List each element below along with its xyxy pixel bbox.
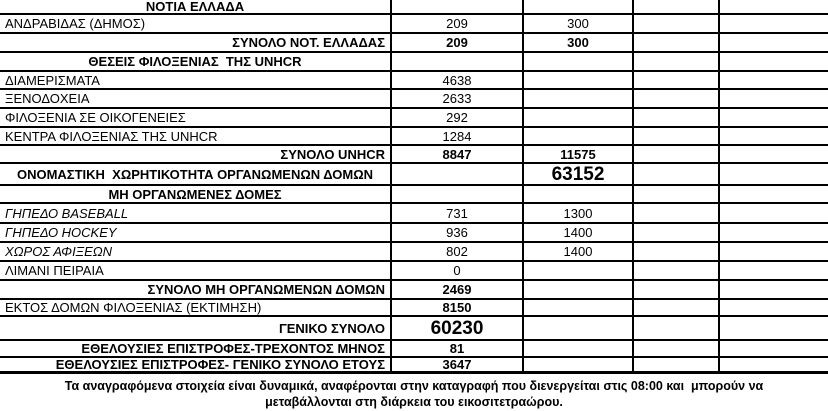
- empty-cell: [634, 358, 720, 374]
- site-label-cell: ΓΗΠΕΔΟ BASEBALL: [0, 204, 392, 224]
- occupancy-cell: 8150: [392, 300, 524, 317]
- table-row: [0, 281, 828, 300]
- footer-note-line2: μεταβάλλονται στη διάρκεια του εικοσιτετραώρου.: [265, 395, 563, 409]
- empty-cell: [720, 341, 828, 358]
- capacity-cell: [524, 90, 634, 109]
- site-label-cell: ΔΙΑΜΕΡΙΣΜΑΤΑ: [0, 72, 392, 90]
- footer-note: [0, 374, 828, 411]
- subtotal-label-cell: ΣΥΝΟΛΟ ΜΗ ΟΡΓΑΝΩΜΕΝΩΝ ΔΟΜΩΝ: [0, 281, 392, 300]
- empty-cell: [634, 281, 720, 300]
- site-label-cell: ΓΗΠΕΔΟ HOCKEY: [0, 224, 392, 243]
- section-header-cell: ΘΕΣΕΙΣ ΦΙΛΟΞΕΝΙΑΣ ΤΗΣ UNHCR: [0, 53, 392, 72]
- empty-cell: [634, 15, 720, 34]
- site-label-cell: ΚΕΝΤΡΑ ΦΙΛΟΞΕΝΙΑΣ ΤΗΣ UNHCR: [0, 128, 392, 146]
- returns-label-cell: ΕΘΕΛΟΥΣΙΕΣ ΕΠΙΣΤΡΟΦΕΣ-ΤΡΕΧΟΝΤΟΣ ΜΗΝΟΣ: [0, 341, 392, 358]
- capacity-cell: 300: [524, 15, 634, 34]
- empty-cell: [720, 109, 828, 128]
- empty-cell: [634, 341, 720, 358]
- capacity-cell: [524, 358, 634, 374]
- capacity-cell: [524, 341, 634, 358]
- occupancy-cell: 2469: [392, 281, 524, 300]
- empty-cell: [634, 204, 720, 224]
- empty-cell: [720, 34, 828, 53]
- occupancy-cell: 4638: [392, 72, 524, 90]
- capacity-cell: [524, 53, 634, 72]
- site-label-cell: ΦΙΛΟΞΕΝΙΑ ΣΕ ΟΙΚΟΓΕΝΕΙΕΣ: [0, 109, 392, 128]
- empty-cell: [634, 109, 720, 128]
- empty-cell: [634, 300, 720, 317]
- capacity-cell: [524, 317, 634, 341]
- table-row: [0, 15, 828, 34]
- capacity-cell: [524, 128, 634, 146]
- occupancy-cell: [392, 186, 524, 204]
- empty-cell: [634, 90, 720, 109]
- empty-cell: [634, 164, 720, 186]
- occupancy-cell: 292: [392, 109, 524, 128]
- table-row: [0, 146, 828, 164]
- table-row: [0, 90, 828, 109]
- capacity-cell: [524, 109, 634, 128]
- empty-cell: [720, 204, 828, 224]
- capacity-cell: [524, 300, 634, 317]
- capacity-cell: [524, 281, 634, 300]
- occupancy-cell: 60230: [392, 317, 524, 341]
- empty-cell: [720, 262, 828, 281]
- empty-cell: [634, 128, 720, 146]
- table-row: [0, 358, 828, 374]
- table-row: [0, 128, 828, 146]
- table-row: [0, 262, 828, 281]
- subtotal-label-cell: ΣΥΝΟΛΟ ΝΟΤ. ΕΛΛΑΔΑΣ: [0, 34, 392, 53]
- table-row: [0, 34, 828, 53]
- footer-note-line1: Τα αναγραφόμενα στοιχεία είναι δυναμικά, αναφέρονται στην καταγραφή που διενεργείται στις 08:00 και μπορούν να: [64, 379, 764, 393]
- table-row: [0, 300, 828, 317]
- capacity-cell: 11575: [524, 146, 634, 164]
- empty-cell: [720, 224, 828, 243]
- table-row: [0, 243, 828, 262]
- occupancy-cell: 8847: [392, 146, 524, 164]
- occupancy-cell: 2633: [392, 90, 524, 109]
- section-header-cell: ΟΝΟΜΑΣΤΙΚΗ ΧΩΡΗΤΙΚΟΤΗΤΑ ΟΡΓΑΝΩΜΕΝΩΝ ΔΟΜΩΝ: [0, 164, 392, 186]
- capacity-cell: [524, 186, 634, 204]
- site-label-cell: ΑΝΔΡΑΒΙΔΑΣ (ΔΗΜΟΣ): [0, 15, 392, 34]
- occupancy-cell: [392, 53, 524, 72]
- empty-cell: [634, 0, 720, 15]
- table-row: [0, 186, 828, 204]
- occupancy-cell: 802: [392, 243, 524, 262]
- empty-cell: [720, 0, 828, 15]
- empty-cell: [634, 34, 720, 53]
- capacity-cell: [524, 72, 634, 90]
- section-header-cell: ΜΗ ΟΡΓΑΝΩΜΕΝΕΣ ΔΟΜΕΣ: [0, 186, 392, 204]
- empty-cell: [720, 281, 828, 300]
- empty-cell: [634, 72, 720, 90]
- site-label-cell: ΧΩΡΟΣ ΑΦΙΞΕΩΝ: [0, 243, 392, 262]
- returns-label-cell: ΕΘΕΛΟΥΣΙΕΣ ΕΠΙΣΤΡΟΦΕΣ- ΓΕΝΙΚΟ ΣΥΝΟΛΟ ΕΤΟΥΣ: [0, 358, 392, 374]
- empty-cell: [634, 317, 720, 341]
- capacity-cell: [524, 0, 634, 15]
- capacity-cell: 1400: [524, 243, 634, 262]
- occupancy-cell: 3647: [392, 358, 524, 374]
- section-header-cell: ΝΟΤΙΑ ΕΛΛΑΔΑ: [0, 0, 392, 15]
- occupancy-cell: [392, 164, 524, 186]
- occupancy-cell: 731: [392, 204, 524, 224]
- empty-cell: [720, 164, 828, 186]
- empty-cell: [634, 224, 720, 243]
- empty-cell: [720, 128, 828, 146]
- table-row: [0, 72, 828, 90]
- subtotal-label-cell: ΣΥΝΟΛΟ UNHCR: [0, 146, 392, 164]
- empty-cell: [720, 300, 828, 317]
- site-label-cell: ΛΙΜΑΝΙ ΠΕΙΡΑΙΑ: [0, 262, 392, 281]
- table-row: [0, 109, 828, 128]
- empty-cell: [634, 243, 720, 262]
- table-row: [0, 204, 828, 224]
- table-row: [0, 0, 828, 15]
- empty-cell: [720, 243, 828, 262]
- occupancy-cell: 0: [392, 262, 524, 281]
- occupancy-cell: 81: [392, 341, 524, 358]
- empty-cell: [720, 317, 828, 341]
- table-row: [0, 224, 828, 243]
- site-label-cell: ΕΚΤΟΣ ΔΟΜΩΝ ΦΙΛΟΞΕΝΙΑΣ (ΕΚΤΙΜΗΣΗ): [0, 300, 392, 317]
- occupancy-cell: 936: [392, 224, 524, 243]
- empty-cell: [720, 358, 828, 374]
- capacity-cell: 1400: [524, 224, 634, 243]
- table-row: [0, 164, 828, 186]
- occupancy-cell: [392, 0, 524, 15]
- site-label-cell: ΞΕΝΟΔΟΧΕΙΑ: [0, 90, 392, 109]
- empty-cell: [634, 186, 720, 204]
- empty-cell: [720, 146, 828, 164]
- empty-cell: [720, 15, 828, 34]
- occupancy-cell: 209: [392, 34, 524, 53]
- table-row: [0, 317, 828, 341]
- empty-cell: [720, 53, 828, 72]
- empty-cell: [720, 186, 828, 204]
- empty-cell: [634, 262, 720, 281]
- table-row: [0, 341, 828, 358]
- empty-cell: [720, 72, 828, 90]
- capacity-cell: [524, 262, 634, 281]
- occupancy-cell: 209: [392, 15, 524, 34]
- table-row: [0, 53, 828, 72]
- capacity-cell: 1300: [524, 204, 634, 224]
- capacity-cell: 63152: [524, 164, 634, 186]
- occupancy-cell: 1284: [392, 128, 524, 146]
- empty-cell: [634, 146, 720, 164]
- grand-total-label-cell: ΓΕΝΙΚΟ ΣΥΝΟΛΟ: [0, 317, 392, 341]
- capacity-cell: 300: [524, 34, 634, 53]
- empty-cell: [720, 90, 828, 109]
- empty-cell: [634, 53, 720, 72]
